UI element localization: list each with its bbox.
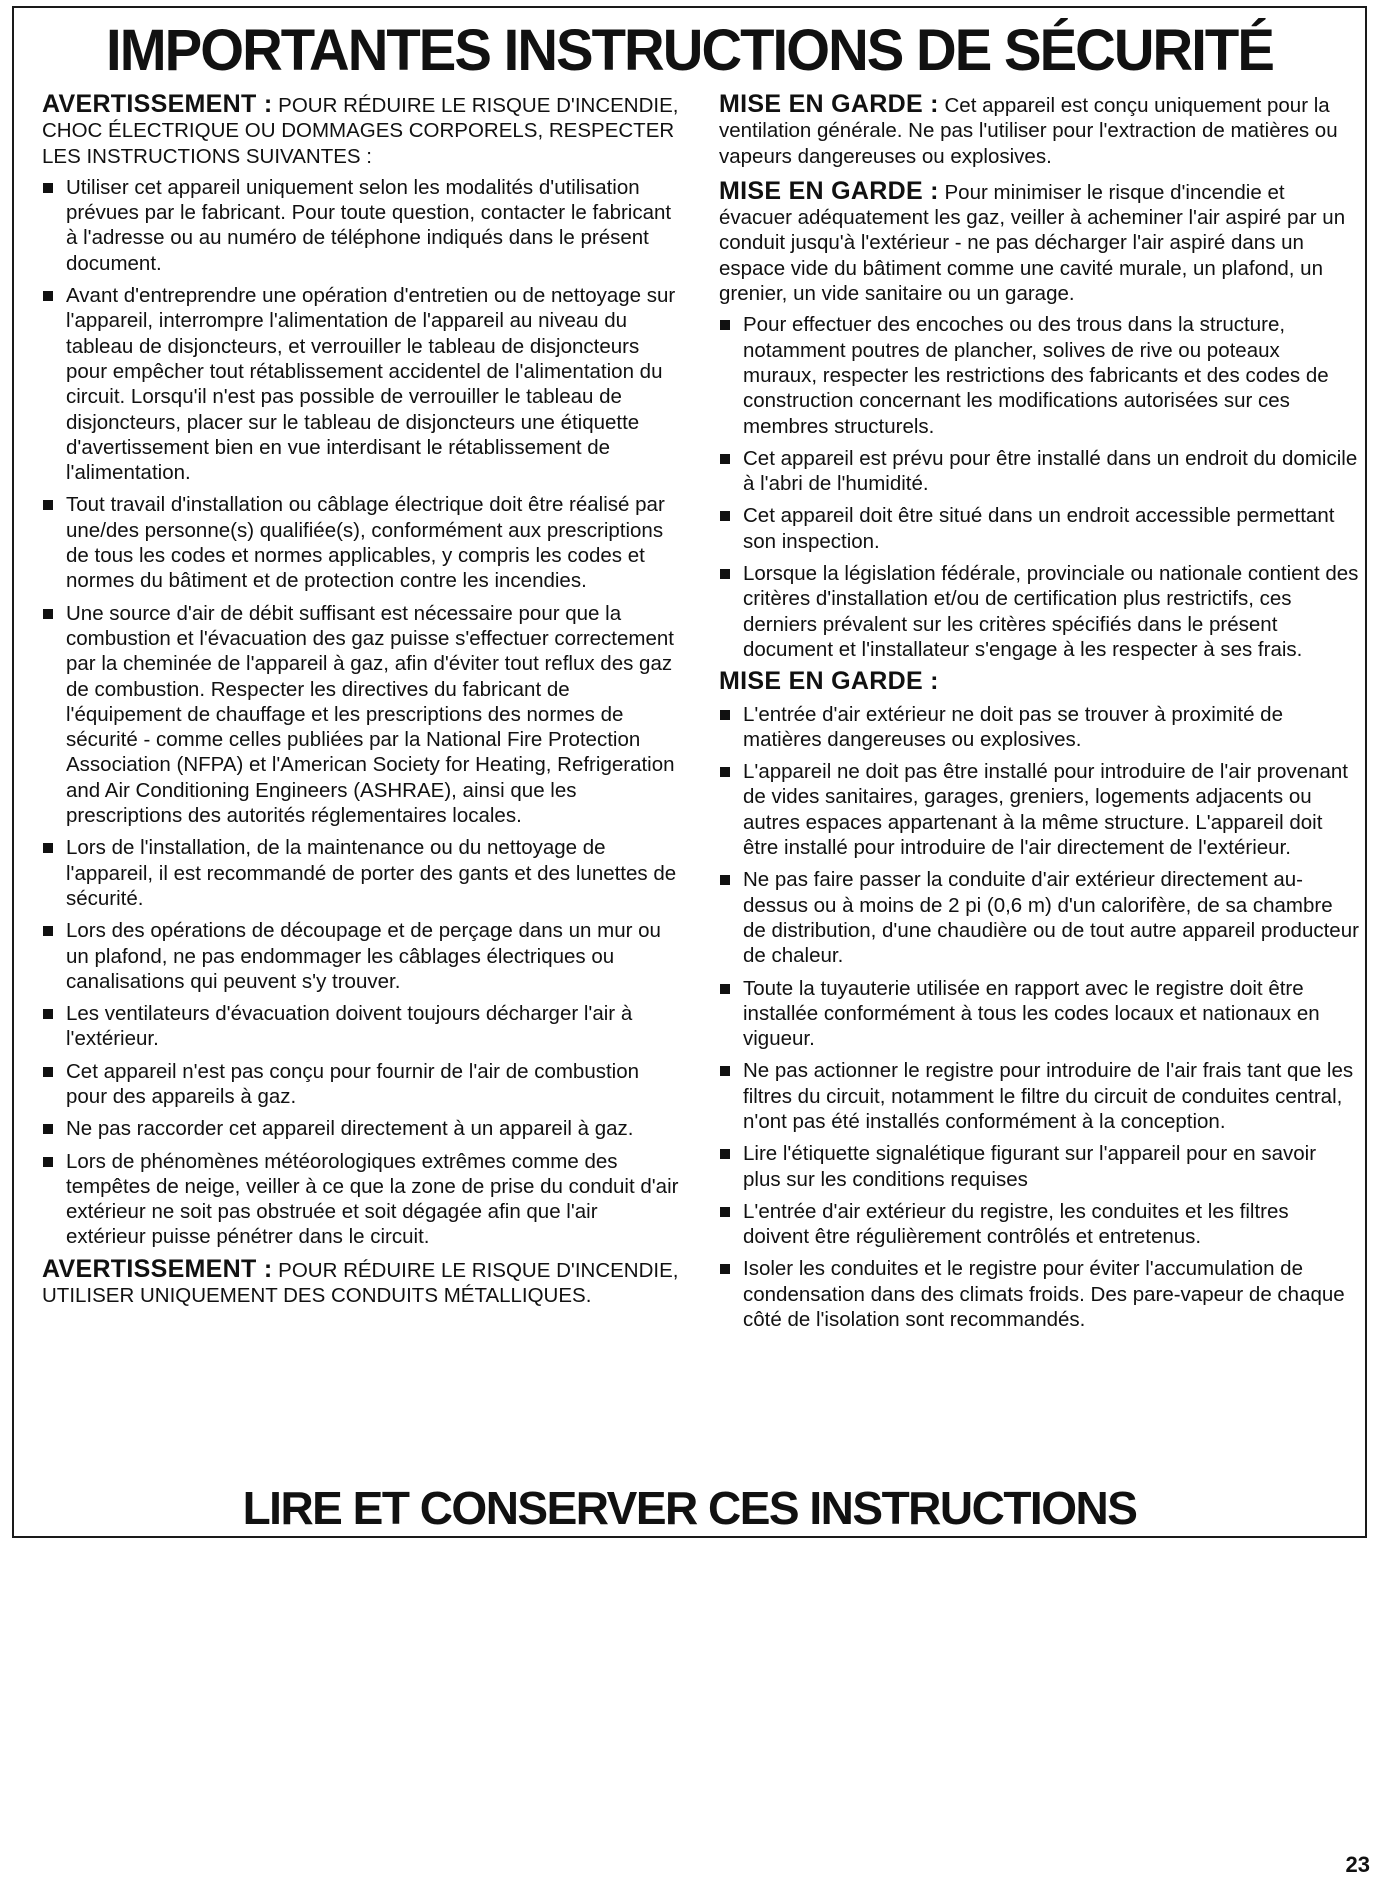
bullet-square-icon — [720, 1264, 730, 1274]
bullet-square-icon — [43, 291, 53, 301]
caution-heading-2 — [719, 176, 1359, 306]
list-item: Ne pas faire passer la conduite d'air extérieur directement au-dessus ou à moins de 2 pi (0,6 m) d'un calorifère, de sa chambre de distribution, d'une chaudière ou de tout autre appareil producteur de chaleur. — [719, 867, 1359, 968]
list-item: Les ventilateurs d'évacuation doivent toujours décharger l'air à l'extérieur. — [42, 1001, 682, 1052]
bullet-square-icon — [720, 454, 730, 464]
list-item: L'entrée d'air extérieur ne doit pas se trouver à proximité de matières dangereuses ou explosives. — [719, 702, 1359, 753]
caution-text: Cet appareil est conçu uniquement pour la ventilation générale. Ne pas l'utiliser pour l'extraction de matières ou vapeurs dangereuses ou explosives. — [719, 94, 1338, 168]
page-title: IMPORTANTES INSTRUCTIONS DE SÉCURITÉ — [106, 18, 1273, 83]
list-item: Lors de l'installation, de la maintenance ou du nettoyage de l'appareil, il est recommandé de porter des gants et des lunettes de sécurité. — [42, 835, 682, 911]
bullet-square-icon — [43, 1067, 53, 1077]
bullet-square-icon — [720, 1066, 730, 1076]
caution-text: Pour minimiser le risque d'incendie et évacuer adéquatement les gaz, veiller à acheminer l'air aspiré par un conduit jusqu'à l'extérieur - ne pas décharger l'air aspiré dans un espace vide du bâtiment comme une cavité murale, un plafond, un grenier, un vide sanitaire ou un garage. — [719, 180, 1346, 306]
bullet-square-icon — [43, 1157, 53, 1167]
list-item: Ne pas actionner le registre pour introduire de l'air frais tant que les filtres du circuit, notamment le filtre du circuit de conduites central, n'ont pas été installés conformément à la conception. — [719, 1058, 1359, 1134]
bullet-square-icon — [720, 1149, 730, 1159]
list-item: Cet appareil est prévu pour être installé dans un endroit du domicile à l'abri de l'humidité. — [719, 446, 1359, 497]
warning-text: POUR RÉDUIRE LE RISQUE D'INCENDIE, CHOC ÉLECTRIQUE OU DOMMAGES CORPORELS, RESPECTER LES INSTRUCTIONS SUIVANTES : — [42, 94, 679, 168]
list-item: Isoler les conduites et le registre pour éviter l'accumulation de condensation dans des climats froids. Des pare-vapeur de chaque côté de l'isolation sont recommandés. — [719, 1256, 1359, 1332]
caution-heading-3 — [719, 669, 1359, 695]
bullet-square-icon — [43, 926, 53, 936]
warning-heading-1 — [42, 92, 682, 169]
list-item: Toute la tuyauterie utilisée en rapport avec le registre doit être installée conformément à tous les codes locaux et nationaux en vigueur. — [719, 976, 1359, 1052]
right-bullet-list-1 — [719, 312, 1359, 662]
bullet-square-icon — [720, 875, 730, 885]
list-item: Lorsque la législation fédérale, provinciale ou nationale contient des critères d'installation et/ou de certification plus restrictifs, ces derniers prévalent sur les critères spécifiés dans le présent document et l'installateur s'engage à les respecter à ses frais. — [719, 561, 1359, 662]
list-item: Cet appareil n'est pas conçu pour fournir de l'air de combustion pour des appareils à gaz. — [42, 1059, 682, 1110]
list-item: Avant d'entreprendre une opération d'entretien ou de nettoyage sur l'appareil, interrompre l'alimentation de l'appareil au niveau du tableau de disjoncteurs, et verrouiller le tableau de disjoncteurs pour empêcher tout rétablissement accidentel de l'alimentation du circuit. Lorsqu'il n'est pas possible de verrouiller le tableau de disjoncteurs, placer sur le tableau de disjoncteurs une étiquette d'avertissement bien en vue interdisant le rétablissement de l'alimentation. — [42, 283, 682, 485]
right-bullet-list-2 — [719, 702, 1359, 1333]
page-number: 23 — [1345, 1852, 1370, 1877]
warning-heading-2 — [42, 1254, 682, 1309]
right-column — [719, 92, 1359, 1339]
list-item: Lire l'étiquette signalétique figurant sur l'appareil pour en savoir plus sur les conditions requises — [719, 1141, 1359, 1192]
bullet-square-icon — [720, 1207, 730, 1217]
bullet-square-icon — [720, 984, 730, 994]
bullet-square-icon — [720, 569, 730, 579]
caution-heading-1 — [719, 92, 1359, 169]
list-item: Une source d'air de débit suffisant est nécessaire pour que la combustion et l'évacuation des gaz puisse s'effectuer correctement par la cheminée de l'appareil à gaz, afin d'éviter tout reflux des gaz de combustion. Respecter les directives du fabricant de l'équipement de chauffage et les prescriptions des normes de sécurité - comme celles publiées par la National Fire Protection Association (NFPA) et l'American Society for Heating, Refrigeration and Air Conditioning Engineers (ASHRAE), ainsi que les prescriptions des autorités réglementaires locales. — [42, 601, 682, 829]
safety-instructions-box — [12, 6, 1367, 1538]
bullet-square-icon — [720, 710, 730, 720]
list-item: L'entrée d'air extérieur du registre, les conduites et les filtres doivent être régulièrement contrôlés et entretenus. — [719, 1199, 1359, 1250]
list-item: Pour effectuer des encoches ou des trous dans la structure, notamment poutres de plancher, solives de rive ou poteaux muraux, respecter les restrictions des fabricants et des codes de construction concernant les modifications autorisées sur ces membres structurels. — [719, 312, 1359, 438]
bullet-square-icon — [43, 843, 53, 853]
bullet-square-icon — [43, 1124, 53, 1134]
bullet-square-icon — [43, 183, 53, 193]
list-item: Lors des opérations de découpage et de perçage dans un mur ou un plafond, ne pas endommager les câblages électriques ou canalisations qui peuvent s'y trouver. — [42, 918, 682, 994]
warning-keyword: AVERTISSEMENT : — [42, 1254, 273, 1283]
caution-keyword: MISE EN GARDE : — [719, 90, 939, 118]
bullet-square-icon — [720, 320, 730, 330]
warning-text: POUR RÉDUIRE LE RISQUE D'INCENDIE, UTILISER UNIQUEMENT DES CONDUITS MÉTALLIQUES. — [42, 1258, 679, 1308]
footer-title: LIRE ET CONSERVER CES INSTRUCTIONS — [242, 1482, 1137, 1534]
bullet-square-icon — [720, 767, 730, 777]
bullet-square-icon — [43, 1009, 53, 1019]
left-column — [42, 92, 682, 1308]
list-item: Utiliser cet appareil uniquement selon les modalités d'utilisation prévues par le fabricant. Pour toute question, contacter le fabricant à l'adresse ou au numéro de téléphone indiqués dans le présent document. — [42, 175, 682, 276]
warning-keyword: AVERTISSEMENT : — [42, 90, 273, 118]
caution-keyword: MISE EN GARDE : — [719, 176, 939, 205]
list-item: Ne pas raccorder cet appareil directement à un appareil à gaz. — [42, 1116, 682, 1141]
list-item: Cet appareil doit être situé dans un endroit accessible permettant son inspection. — [719, 503, 1359, 554]
list-item: L'appareil ne doit pas être installé pour introduire de l'air provenant de vides sanitaires, garages, greniers, logements adjacents ou autres espaces appartenant à la même structure. L'appareil doit être installé pour introduire de l'air directement de l'extérieur. — [719, 759, 1359, 860]
bullet-square-icon — [720, 511, 730, 521]
caution-keyword: MISE EN GARDE : — [719, 667, 939, 696]
bullet-square-icon — [43, 609, 53, 619]
left-bullet-list — [42, 175, 682, 1250]
list-item: Tout travail d'installation ou câblage électrique doit être réalisé par une/des personne(s) qualifiée(s), conformément aux prescriptions de tous les codes et normes applicables, y compris les codes et normes du bâtiment et de protection contre les incendies. — [42, 492, 682, 593]
list-item: Lors de phénomènes météorologiques extrêmes comme des tempêtes de neige, veiller à ce que la zone de prise du conduit d'air extérieur ne soit pas obstruée et soit dégagée afin que l'air extérieur puisse pénétrer dans le circuit. — [42, 1149, 682, 1250]
bullet-square-icon — [43, 500, 53, 510]
